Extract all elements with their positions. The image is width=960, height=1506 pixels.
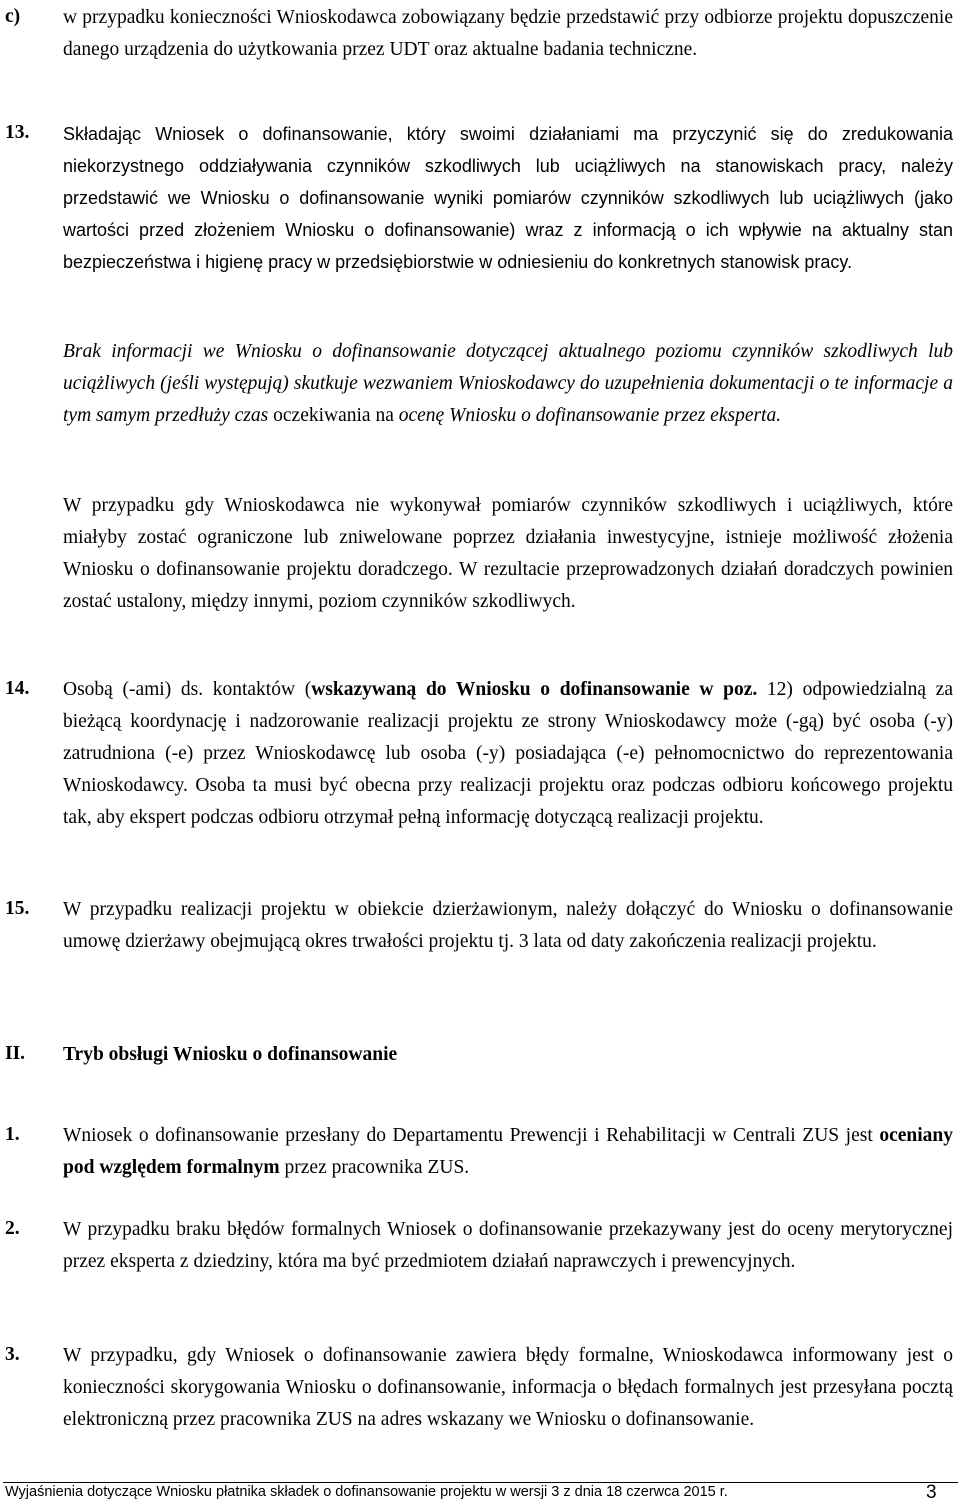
section-title: Tryb obsługi Wniosku o dofinansowanie <box>63 1044 398 1065</box>
item-number: 3. <box>5 1344 20 1365</box>
item-number: 13. <box>5 122 30 143</box>
item-text: Składając Wniosek o dofinansowanie, który swoimi działaniami ma przyczynić się do zredukowania niekorzystnego oddziaływania czynników szkodliwych lub uciążliwych na stanowiskach pracy, należy przedstawić we Wniosku o dofinansowanie wyniki pomiarów czynników szkodliwych lub uciążliwych (jako wartości przed złożeniem Wniosku o dofinansowanie) wraz z informacją o ich wpływie na aktualny stan bezpieczeństwa i higienę pracy w przedsiębiorstwie w odniesieniu do konkretnych stanowisk pracy. <box>63 124 953 272</box>
item-text: W przypadku, gdy Wniosek o dofinansowanie zawiera błędy formalne, Wnioskodawca informowany jest o konieczności skorygowania Wniosku o dofinansowanie, informacja o błędach formalnych jest przesyłana pocztą elektroniczną przez pracownika ZUS na adres wskazany we Wniosku o dofinansowanie. <box>63 1345 953 1430</box>
item-text: W przypadku braku błędów formalnych Wniosek o dofinansowanie przekazywany jest do oceny merytorycznej przez eksperta z dziedziny, która ma być przedmiotem działań naprawczych i prewencyjnych. <box>63 1219 953 1272</box>
item-number: 14. <box>5 678 30 699</box>
item-number: 2. <box>5 1218 20 1239</box>
note-plain-text: oczekiwania na <box>268 405 399 426</box>
section-number: II. <box>5 1043 26 1064</box>
page-number: 3 <box>926 1482 937 1503</box>
paragraph-text: W przypadku gdy Wnioskodawca nie wykonywał pomiarów czynników szkodliwych i uciążliwych, które miałyby zostać ograniczone lub zniwelowane poprzez działania inwestycyjne, istnieje możliwość złożenia Wniosku o dofinansowanie projektu doradczego. W rezultacie przeprowadzonych działań doradczych powinien zostać ustalony, między innymi, poziom czynników szkodliwych. <box>63 495 953 612</box>
item-bold-text: oceniany pod względem formalnym <box>63 1125 953 1178</box>
item-lead-text: Wniosek o dofinansowanie przesłany do Departamentu Prewencji i Rehabilitacji w Centrali ZUS jest <box>63 1125 880 1146</box>
item-number: 15. <box>5 898 30 919</box>
item-lead-text: Osobą (-ami) ds. kontaktów ( <box>63 679 312 700</box>
item-text: w przypadku konieczności Wnioskodawca zobowiązany będzie przedstawić przy odbiorze projektu dopuszczenie danego urządzenia do użytkowania przez UDT oraz aktualne badania techniczne. <box>63 7 953 60</box>
item-text: W przypadku realizacji projektu w obiekcie dzierżawionym, należy dołączyć do Wniosku o dofinansowanie umowę dzierżawy obejmującą okres trwałości projektu tj. 3 lata od daty zakończenia realizacji projektu. <box>63 899 953 952</box>
item-number: c) <box>5 6 21 27</box>
footer-text: Wyjaśnienia dotyczące Wniosku płatnika składek o dofinansowanie projektu w wersji 3 z dnia 18 czerwca 2015 r. <box>5 1484 728 1500</box>
item-rest-text: ) odpowiedzialną za bieżącą koordynację i nadzorowanie realizacji projektu ze strony Wnioskodawcy może (-gą) być osoba (-y) zatrudniona (-e) przez Wnioskodawcę lub osoba (-y) posiadająca (-e) pełnomocnictwo do reprezentowania Wnioskodawcy. Osoba ta musi być obecna przy realizacji projektu oraz podczas odbioru końcowego projektu tak, aby ekspert podczas odbioru otrzymał pełną informację dotyczącą realizacji projektu. <box>63 679 953 828</box>
item-bold-text: wskazywaną do Wniosku o dofinansowanie w poz. <box>311 679 758 700</box>
note-italic-end: ocenę Wniosku o dofinansowanie przez eksperta. <box>398 405 782 426</box>
page-footer <box>0 1472 960 1506</box>
item-rest-text: przez pracownika ZUS. <box>279 1157 470 1178</box>
item-number: 1. <box>5 1124 20 1145</box>
note-italic-text: Brak informacji we Wniosku o dofinansowanie dotyczącej aktualnego poziomu czynników szkodliwych lub uciążliwych (jeśli występują) skutkuje wezwaniem Wnioskodawcy do uzupełnienia dokumentacji o te informacje a tym samym przedłuży czas <box>63 341 953 426</box>
item-ref-text: 12 <box>757 679 787 700</box>
footer-divider <box>3 1482 958 1483</box>
